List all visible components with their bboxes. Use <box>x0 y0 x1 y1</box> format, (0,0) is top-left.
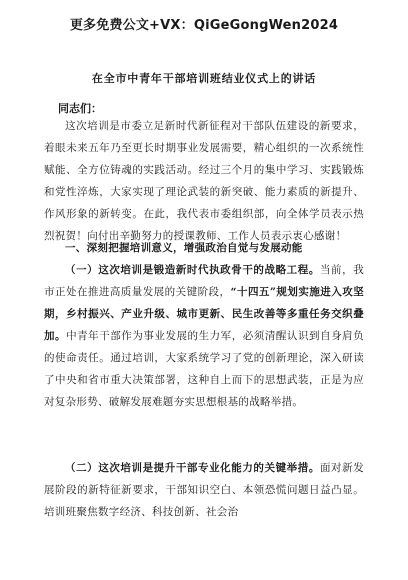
subsection-2-body: 面对新发展阶段的新特征新要求，干部知识空白、本领恐慌问题日益凸显。培训班聚焦数字经济、科技创新、社会治 <box>44 462 364 518</box>
subsection-1-body: 中青年干部作为事业发展的生力军，必须清醒认识到自身肩负的使命责任。通过培训，大家系统学习了党的创新理论，深入研读了中央和省市重大决策部署，这种自上而下的思想武装，正是为应对复杂形势、破解发展难题夯实思想根基的战略举措。 <box>44 330 364 408</box>
subsection-1-emphasis: “十四五”规划实施进入攻坚期，乡村振兴、产业升级、城市更新、民生改善等多重任务交织叠加。 <box>44 286 364 342</box>
subsection-1-context: 当前，我市正处在推进高质量发展的关键阶段， <box>44 264 364 298</box>
subsection-1-lead: （一）这次培训是锻造新时代执政骨干的战略工程。 <box>65 264 320 276</box>
promo-banner: 更多免费公文+VX：QiGeGongWen2024 <box>69 18 339 33</box>
subsection-2-lead: （二）这次培训是提升干部专业化能力的关键举措。 <box>65 462 320 474</box>
paragraph-intro: 这次培训是市委立足新时代新征程对干部队伍建设的新要求，着眼未来五年乃至更长时期事业发展需要，精心组织的一次系统性赋能、全方位铸魂的实践活动。经过三个月的集中学习、实践锻炼和党性淬炼，大家实现了理论武装的新突破、能力素质的新提升、作风形象的新转变。在此，我代表市委组织部，向全体学员表示热烈祝贺！向付出辛勤努力的授课教师、工作人员表示衷心感谢！ <box>44 120 364 242</box>
paragraph-subsection-1 <box>44 259 364 413</box>
salutation: 同志们： <box>58 102 102 115</box>
paragraph-subsection-2 <box>44 457 364 523</box>
section-heading-1: 一、深刻把握培训意义，增强政治自觉与发展动能 <box>65 242 303 254</box>
speech-title: 在全市中青年干部培训班结业仪式上的讲话 <box>91 72 317 85</box>
